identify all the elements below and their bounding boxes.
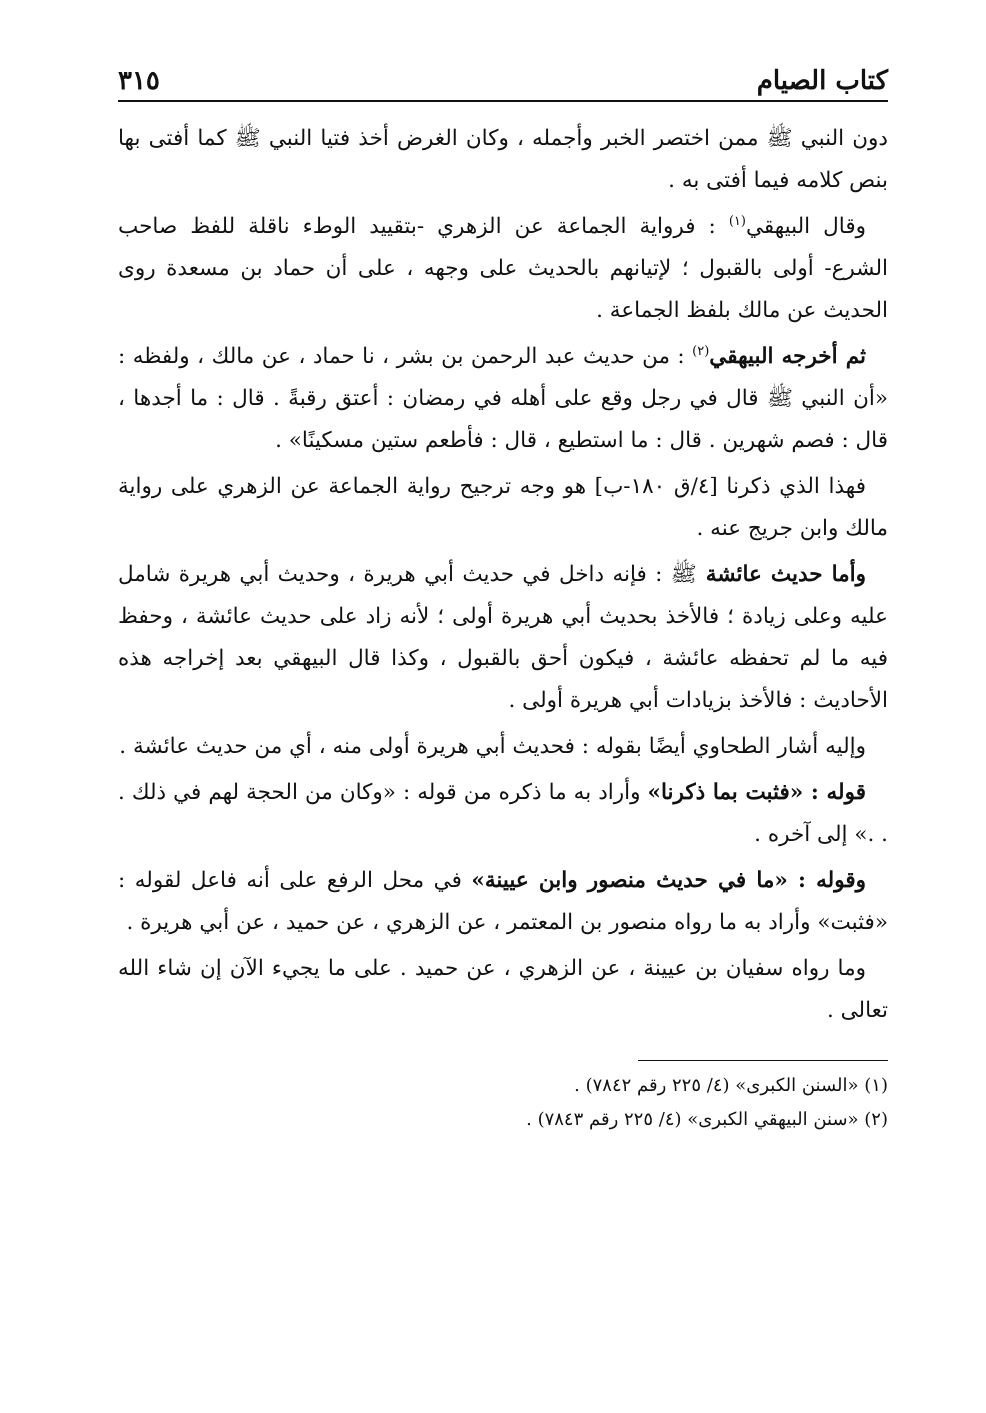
paragraph xyxy=(118,726,888,768)
paragraph xyxy=(118,772,888,856)
paragraph-text: ﷺ : فإنه داخل في حديث أبي هريرة ، وحديث أبي هريرة شامل عليه وعلى زيادة ؛ فالأخذ بحديث أبي هريرة أولى ؛ لأنه زاد على حديث عائشة ، وحفظ فيه ما لم تحفظه عائشة ، فيكون أحق بالقبول ، وكذا قال البيهقي بعد إخراجه هذه الأحاديث : فالأخذ بزيادات أبي هريرة أولى . xyxy=(118,562,888,713)
paragraph xyxy=(118,206,888,332)
paragraph-text: : من حديث عبد الرحمن بن بشر ، نا حماد ، عن مالك ، ولفظه : «أن النبي ﷺ قال في رجل وقع على أهله في رمضان : أعتق رقبةً . قال : ما أجدها ، قال : فصم شهرين . قال : ما استطيع ، قال : فأطعم ستين مسكينًا» . xyxy=(118,344,888,453)
paragraph-lead: ثم أخرجه البيهقي xyxy=(709,344,866,369)
footnote: (١) «السنن الكبرى» (٤/ ٢٢٥ رقم ٧٨٤٢) . xyxy=(574,1075,888,1096)
paragraph-lead: قوله : «فثبت بما ذكرنا» xyxy=(647,780,866,805)
paragraph xyxy=(118,554,888,722)
main-text xyxy=(118,118,888,1032)
paragraph-text: وقال البيهقي xyxy=(745,214,867,239)
paragraph-text: في محل الرفع على أنه فاعل لقوله : «فثبت» وأراد به ما رواه منصور بن المعتمر ، عن الزهري ، عن حميد ، عن أبي هريرة . xyxy=(118,868,888,935)
paragraph xyxy=(118,466,888,550)
paragraph xyxy=(118,948,888,1032)
paragraph-text: : فرواية الجماعة عن الزهري -بتقييد الوطء ناقلة للفظ صاحب الشرع- أولى بالقبول ؛ لإتيانهم بالحديث على وجهه ، على أن حماد بن مسعدة روى الحديث عن مالك بلفظ الجماعة . xyxy=(118,214,888,323)
page-number: ٣١٥ xyxy=(118,66,160,96)
paragraph xyxy=(118,336,888,462)
chapter-title: كتاب الصيام xyxy=(756,66,888,96)
paragraph xyxy=(118,118,888,202)
running-header xyxy=(118,52,888,102)
paragraph-lead: وقوله : «ما في حديث منصور وابن عيينة» xyxy=(471,868,866,893)
footnotes xyxy=(118,1069,888,1137)
paragraph-text: وأراد به ما ذكره من قوله : «وكان من الحجة لهم في ذلك . . .» إلى آخره . xyxy=(118,780,888,847)
footnote-divider xyxy=(638,1060,888,1061)
book-page xyxy=(118,52,888,1137)
paragraph-lead: وأما حديث عائشة xyxy=(696,562,867,587)
footnote: (٢) «سنن البيهقي الكبرى» (٤/ ٢٢٥ رقم ٧٨٤٣) . xyxy=(526,1109,888,1130)
paragraph-text: وإليه أشار الطحاوي أيضًا بقوله : فحديث أبي هريرة أولى منه ، أي من حديث عائشة . xyxy=(119,734,866,759)
paragraph-text: فهذا الذي ذكرنا [٤/ق ١٨٠-ب] هو وجه ترجيح رواية الجماعة عن الزهري على رواية مالك وابن جريج عنه . xyxy=(118,474,888,541)
paragraph xyxy=(118,860,888,944)
paragraph-text: دون النبي ﷺ ممن اختصر الخبر وأجمله ، وكان الغرض أخذ فتيا النبي ﷺ كما أفتى بها بنص كلامه فيما أفتى به . xyxy=(118,126,888,193)
paragraph-text: وما رواه سفيان بن عيينة ، عن الزهري ، عن حميد . على ما يجيء الآن إن شاء الله تعالى . xyxy=(118,956,888,1023)
footnote-ref: (٢) xyxy=(692,343,710,359)
footnote-ref: (١) xyxy=(728,213,746,229)
